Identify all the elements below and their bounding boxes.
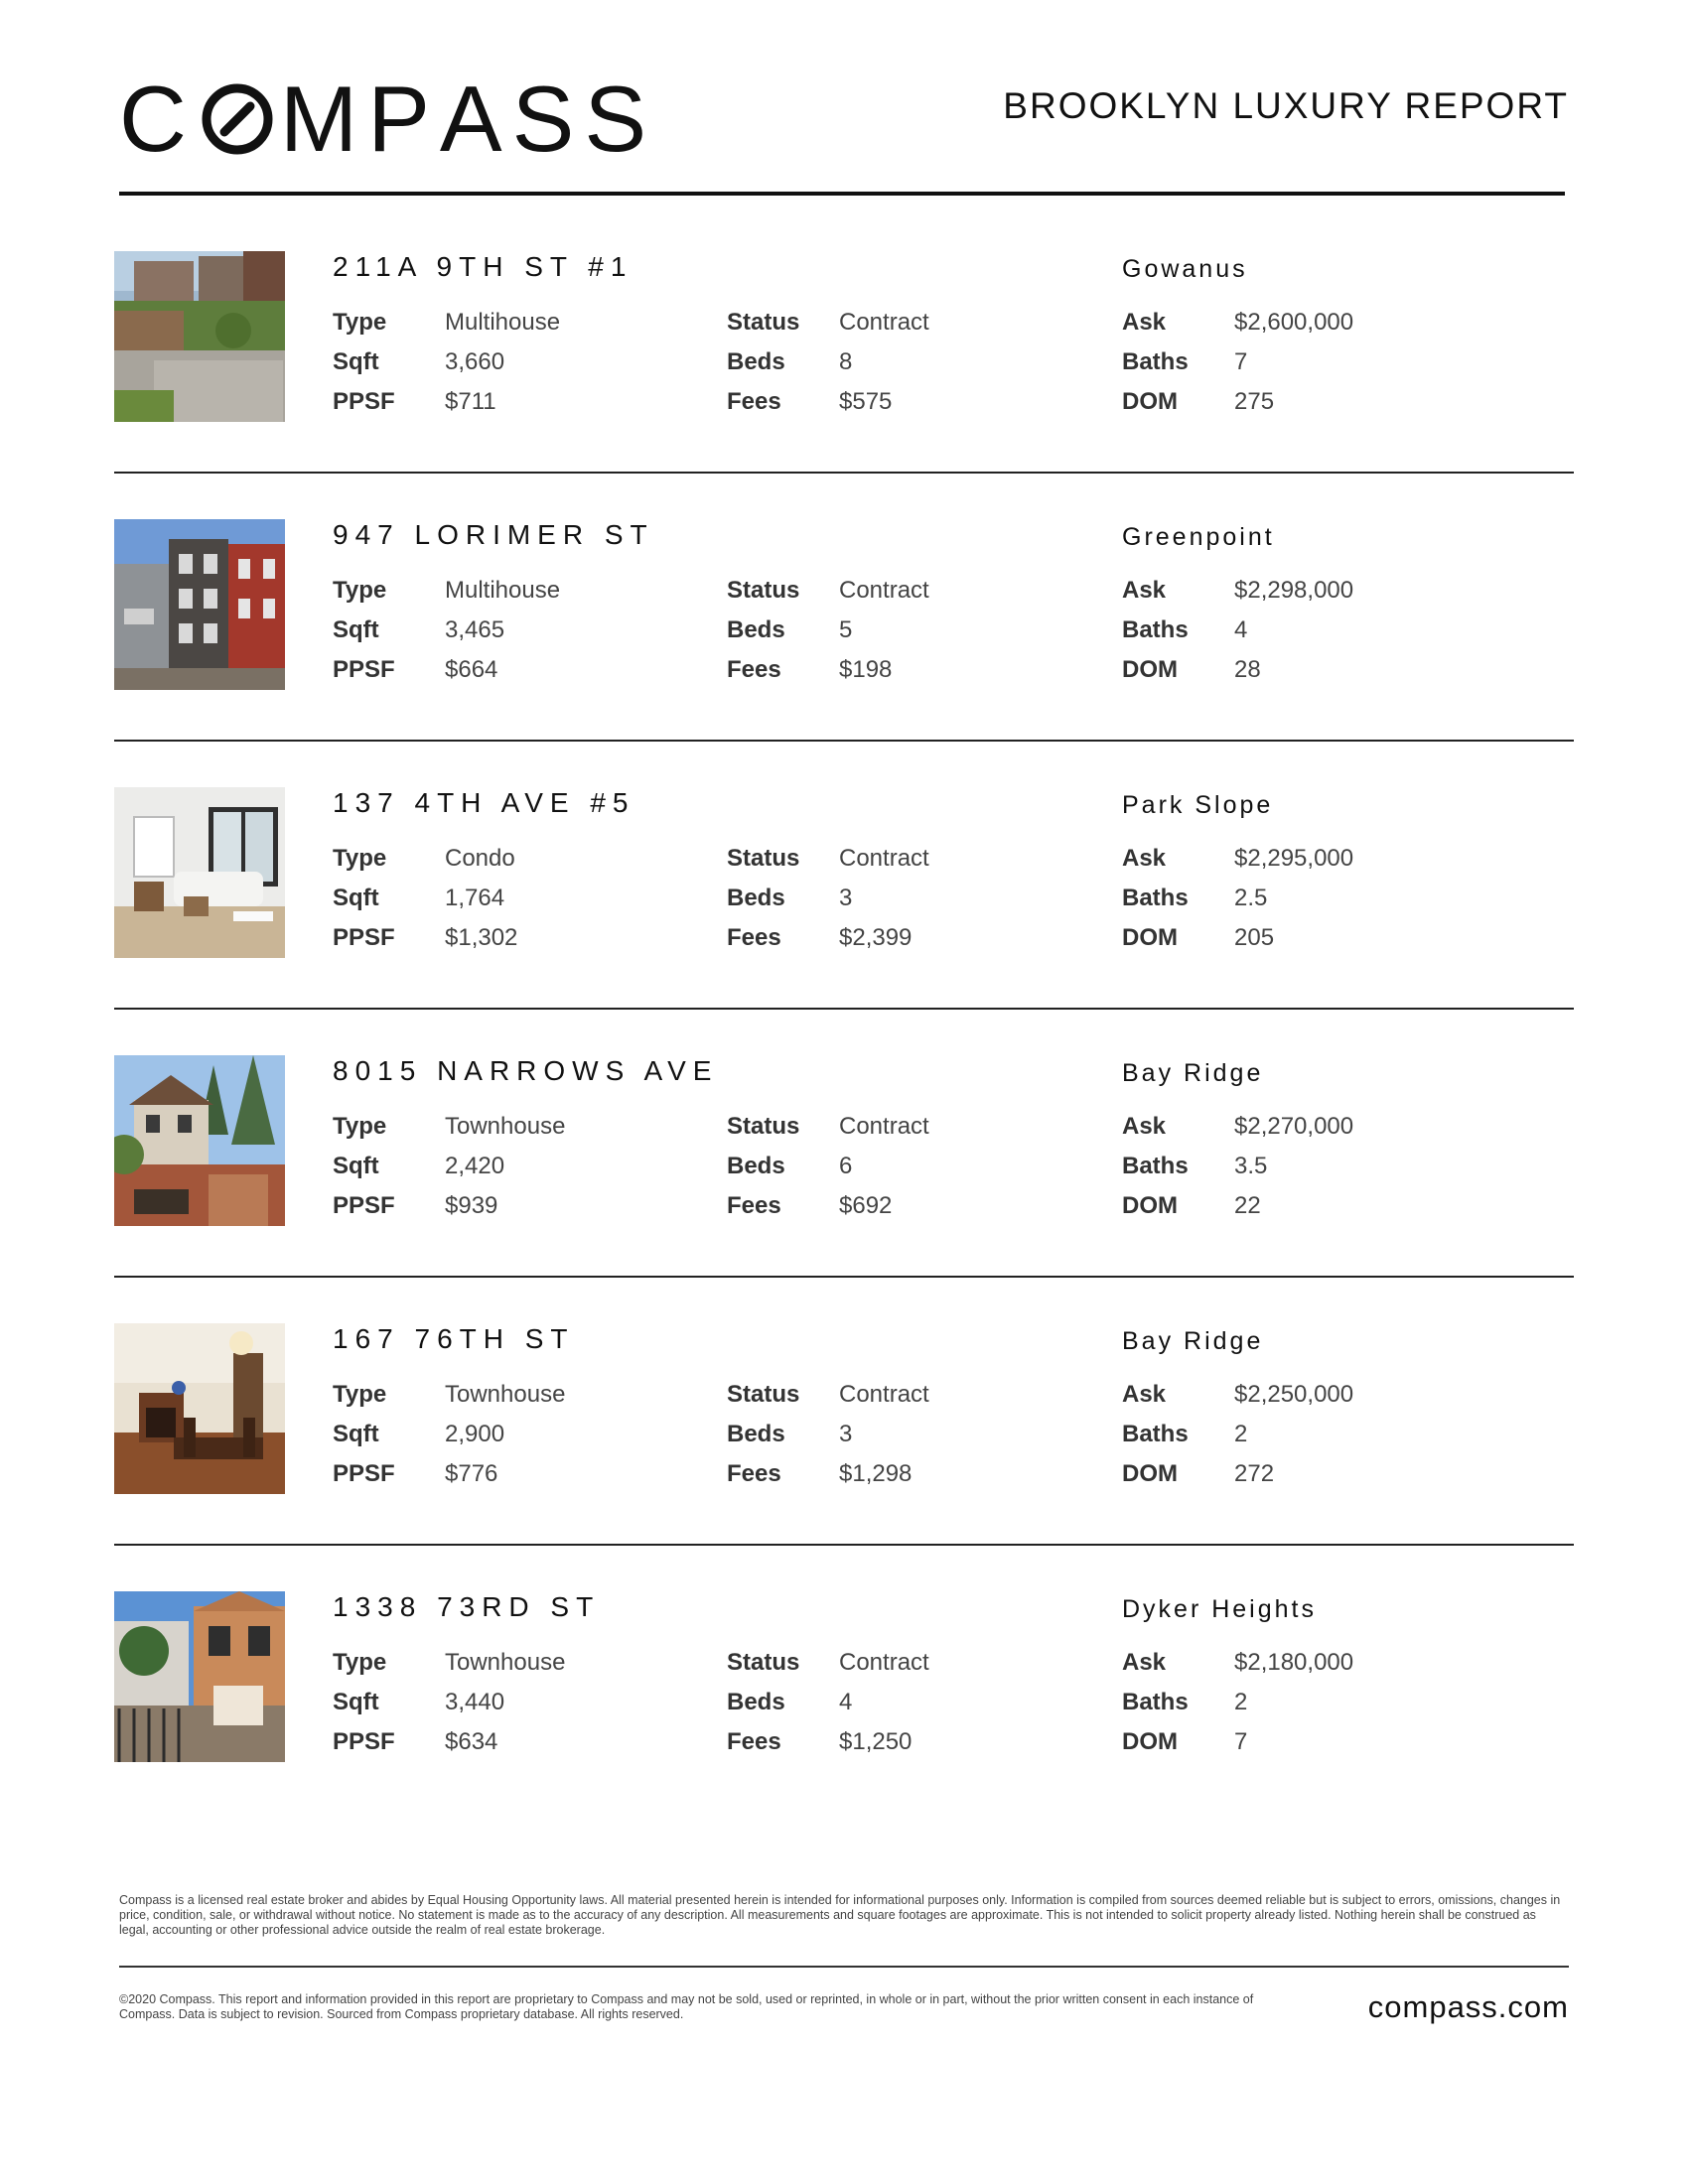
- listing-card: [114, 1323, 1574, 1591]
- listing-card: [114, 251, 1574, 519]
- listing-neighborhood: Park Slope: [1122, 791, 1274, 819]
- listing-address: 167 76TH ST: [333, 1323, 575, 1354]
- ppsf-value: $711: [445, 388, 496, 415]
- legal-disclaimer: Compass is a licensed real estate broker and abides by Equal Housing Opportunity laws. All material presented herein is intended for informational purposes only. Information is compiled from sources deemed reliable but is subject to errors, omissions, changes in price, condition, sale, or withdrawal without notice. No statement is made as to the accuracy of any description. All measurements and square footages are approximate. This is not intended to solicit property already listed. Nothing herein shall be construed as legal, accounting or other professional advice outside the realm of real estate brokerage.: [119, 1893, 1561, 1937]
- listing-divider: [114, 1544, 1574, 1546]
- fees-label: Fees: [727, 656, 781, 683]
- sqft-label: Sqft: [333, 348, 379, 375]
- status-label: Status: [727, 577, 800, 604]
- status-value: Contract: [839, 577, 929, 604]
- listing-photo-dining-room: [114, 1323, 285, 1494]
- beds-label: Beds: [727, 1689, 785, 1715]
- ask-value: $2,600,000: [1234, 309, 1354, 336]
- status-value: Contract: [839, 845, 929, 872]
- status-label: Status: [727, 1381, 800, 1408]
- listing-card: [114, 1055, 1574, 1323]
- type-label: Type: [333, 577, 387, 604]
- dom-value: 22: [1234, 1192, 1261, 1219]
- fees-value: $2,399: [839, 924, 913, 951]
- listing-photo-house-with-trees: [114, 1055, 285, 1226]
- listing-photo-backyard-patio: [114, 251, 285, 422]
- ppsf-label: PPSF: [333, 924, 395, 951]
- copyright-notice: ©2020 Compass. This report and information provided in this report are proprietary to Compass and may not be sold, used or reprinted, in whole or in part, without the prior written consent in each instance of Compass. Data is subject to revision. Sourced from Compass proprietary database. All rights reserved.: [119, 1992, 1254, 2021]
- listing-col-3: [1122, 839, 1353, 958]
- status-label: Status: [727, 1649, 800, 1676]
- listing-col-2: [727, 1375, 929, 1494]
- listing-col-3: [1122, 1107, 1353, 1226]
- ask-label: Ask: [1122, 1381, 1167, 1408]
- listing-divider: [114, 1008, 1574, 1010]
- type-value: Multihouse: [445, 309, 561, 336]
- sqft-value: 2,420: [445, 1153, 505, 1179]
- ask-label: Ask: [1122, 845, 1167, 872]
- ppsf-value: $776: [445, 1460, 498, 1487]
- ask-value: $2,180,000: [1234, 1649, 1354, 1676]
- type-value: Townhouse: [445, 1113, 566, 1140]
- sqft-label: Sqft: [333, 1689, 379, 1715]
- bright-living-room-image: [114, 787, 285, 958]
- dom-value: 7: [1234, 1728, 1248, 1755]
- dom-label: DOM: [1122, 1192, 1178, 1219]
- baths-label: Baths: [1122, 885, 1189, 911]
- type-label: Type: [333, 1113, 387, 1140]
- listing-col-2: [727, 839, 929, 958]
- logo-letter: S: [584, 67, 657, 171]
- listing-address: 947 LORIMER ST: [333, 519, 654, 550]
- sqft-value: 3,465: [445, 616, 505, 643]
- listing-neighborhood: Bay Ridge: [1122, 1059, 1264, 1087]
- logo-letter: A: [439, 67, 512, 171]
- dom-label: DOM: [1122, 388, 1178, 415]
- beds-value: 4: [839, 1689, 853, 1715]
- type-value: Townhouse: [445, 1649, 566, 1676]
- ppsf-value: $1,302: [445, 924, 518, 951]
- listing-address: 211A 9TH ST #1: [333, 251, 633, 282]
- ask-value: $2,298,000: [1234, 577, 1354, 604]
- fees-label: Fees: [727, 1192, 781, 1219]
- status-value: Contract: [839, 309, 929, 336]
- baths-label: Baths: [1122, 1689, 1189, 1715]
- beds-label: Beds: [727, 348, 785, 375]
- beds-value: 3: [839, 1421, 853, 1447]
- sqft-label: Sqft: [333, 1153, 379, 1179]
- ppsf-label: PPSF: [333, 388, 395, 415]
- status-label: Status: [727, 309, 800, 336]
- sqft-label: Sqft: [333, 885, 379, 911]
- fees-value: $575: [839, 388, 893, 415]
- compass-logo: [119, 69, 656, 169]
- listing-col-3: [1122, 571, 1353, 690]
- ask-value: $2,250,000: [1234, 1381, 1354, 1408]
- baths-value: 4: [1234, 616, 1248, 643]
- ask-value: $2,270,000: [1234, 1113, 1354, 1140]
- listing-col-2: [727, 1643, 929, 1762]
- listing-neighborhood: Bay Ridge: [1122, 1327, 1264, 1355]
- status-label: Status: [727, 845, 800, 872]
- fees-label: Fees: [727, 924, 781, 951]
- dom-value: 205: [1234, 924, 1275, 951]
- fees-label: Fees: [727, 388, 781, 415]
- listing-col-2: [727, 303, 929, 422]
- baths-value: 2.5: [1234, 885, 1268, 911]
- logo-letter: M: [279, 67, 368, 171]
- baths-value: 2: [1234, 1421, 1248, 1447]
- status-value: Contract: [839, 1649, 929, 1676]
- ask-label: Ask: [1122, 1113, 1167, 1140]
- listing-card: [114, 787, 1574, 1055]
- sqft-label: Sqft: [333, 1421, 379, 1447]
- beds-label: Beds: [727, 885, 785, 911]
- sqft-value: 3,440: [445, 1689, 505, 1715]
- fees-label: Fees: [727, 1728, 781, 1755]
- status-value: Contract: [839, 1381, 929, 1408]
- logo-letter: S: [511, 67, 585, 171]
- beds-value: 3: [839, 885, 853, 911]
- dining-room-image: [114, 1323, 285, 1494]
- beds-value: 8: [839, 348, 853, 375]
- baths-label: Baths: [1122, 348, 1189, 375]
- report-header: [119, 69, 1569, 169]
- type-value: Multihouse: [445, 577, 561, 604]
- ask-label: Ask: [1122, 1649, 1167, 1676]
- ppsf-label: PPSF: [333, 656, 395, 683]
- header-divider: [119, 192, 1565, 196]
- dom-label: DOM: [1122, 656, 1178, 683]
- listing-col-3: [1122, 1375, 1353, 1494]
- baths-value: 2: [1234, 1689, 1248, 1715]
- beds-label: Beds: [727, 1153, 785, 1179]
- fees-label: Fees: [727, 1460, 781, 1487]
- listing-photo-house-with-gate: [114, 1591, 285, 1762]
- logo-letter: C: [119, 67, 197, 171]
- type-value: Townhouse: [445, 1381, 566, 1408]
- website-link[interactable]: compass.com: [1367, 1989, 1569, 2024]
- dom-value: 28: [1234, 656, 1261, 683]
- type-label: Type: [333, 845, 387, 872]
- dom-label: DOM: [1122, 924, 1178, 951]
- house-with-gate-image: [114, 1591, 285, 1762]
- type-label: Type: [333, 1649, 387, 1676]
- sqft-label: Sqft: [333, 616, 379, 643]
- beds-label: Beds: [727, 1421, 785, 1447]
- sqft-value: 1,764: [445, 885, 505, 911]
- type-value: Condo: [445, 845, 515, 872]
- logo-letter: P: [367, 67, 440, 171]
- baths-value: 3.5: [1234, 1153, 1268, 1179]
- listing-neighborhood: Gowanus: [1122, 255, 1248, 283]
- listing-col-3: [1122, 303, 1353, 422]
- row-house-facades-image: [114, 519, 285, 690]
- ppsf-value: $664: [445, 656, 498, 683]
- ask-value: $2,295,000: [1234, 845, 1354, 872]
- beds-label: Beds: [727, 616, 785, 643]
- type-label: Type: [333, 309, 387, 336]
- compass-o-icon: [201, 82, 274, 156]
- listing-col-1: [333, 1643, 565, 1762]
- listing-col-1: [333, 571, 560, 690]
- listing-address: 1338 73RD ST: [333, 1591, 601, 1622]
- status-label: Status: [727, 1113, 800, 1140]
- listing-col-2: [727, 571, 929, 690]
- fees-value: $692: [839, 1192, 893, 1219]
- dom-value: 272: [1234, 1460, 1275, 1487]
- house-with-trees-image: [114, 1055, 285, 1226]
- listing-col-1: [333, 839, 517, 958]
- type-label: Type: [333, 1381, 387, 1408]
- sqft-value: 3,660: [445, 348, 505, 375]
- listing-neighborhood: Dyker Heights: [1122, 1595, 1317, 1623]
- listing-address: 8015 NARROWS AVE: [333, 1055, 719, 1086]
- fees-value: $1,298: [839, 1460, 913, 1487]
- listing-col-1: [333, 1375, 565, 1494]
- listing-address: 137 4TH AVE #5: [333, 787, 635, 818]
- baths-label: Baths: [1122, 616, 1189, 643]
- listing-divider: [114, 1276, 1574, 1278]
- listing-col-1: [333, 1107, 565, 1226]
- listing-col-2: [727, 1107, 929, 1226]
- listing-card: [114, 519, 1574, 787]
- beds-value: 6: [839, 1153, 853, 1179]
- ppsf-value: $939: [445, 1192, 498, 1219]
- ppsf-label: PPSF: [333, 1728, 395, 1755]
- baths-label: Baths: [1122, 1421, 1189, 1447]
- report-title: BROOKLYN LUXURY REPORT: [1003, 85, 1569, 126]
- listing-neighborhood: Greenpoint: [1122, 523, 1275, 551]
- status-value: Contract: [839, 1113, 929, 1140]
- listing-photo-row-house-facades: [114, 519, 285, 690]
- footer-divider: [119, 1966, 1569, 1968]
- baths-label: Baths: [1122, 1153, 1189, 1179]
- listing-divider: [114, 472, 1574, 474]
- ask-label: Ask: [1122, 309, 1167, 336]
- ppsf-value: $634: [445, 1728, 498, 1755]
- beds-value: 5: [839, 616, 853, 643]
- sqft-value: 2,900: [445, 1421, 505, 1447]
- listing-col-3: [1122, 1643, 1353, 1762]
- dom-value: 275: [1234, 388, 1275, 415]
- ppsf-label: PPSF: [333, 1192, 395, 1219]
- dom-label: DOM: [1122, 1728, 1178, 1755]
- fees-value: $1,250: [839, 1728, 913, 1755]
- listing-card: [114, 1591, 1574, 1859]
- ask-label: Ask: [1122, 577, 1167, 604]
- backyard-patio-image: [114, 251, 285, 422]
- listing-divider: [114, 740, 1574, 742]
- ppsf-label: PPSF: [333, 1460, 395, 1487]
- listing-photo-bright-living-room: [114, 787, 285, 958]
- baths-value: 7: [1234, 348, 1248, 375]
- fees-value: $198: [839, 656, 893, 683]
- dom-label: DOM: [1122, 1460, 1178, 1487]
- listing-col-1: [333, 303, 560, 422]
